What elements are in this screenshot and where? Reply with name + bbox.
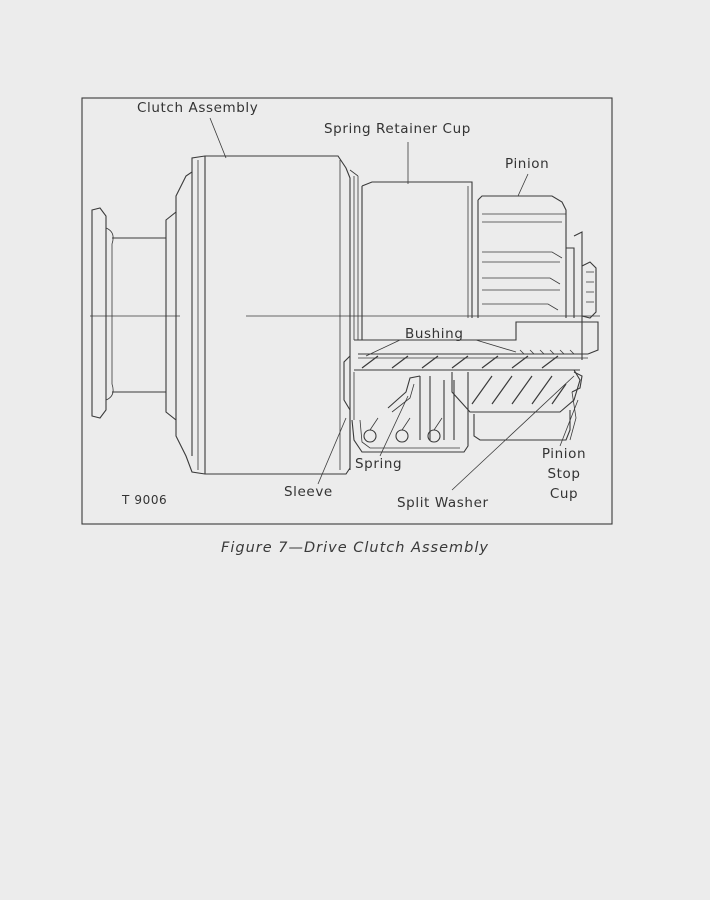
sleeve-wall [344, 356, 354, 470]
bushing-sleeve-section [354, 322, 598, 370]
label-clutch-assembly: Clutch Assembly [137, 100, 259, 116]
figure-caption: Figure 7—Drive Clutch Assembly [221, 540, 489, 556]
clutch-housing [166, 156, 358, 474]
label-spring: Spring [355, 456, 403, 472]
label-pinion-stop-cup-1: Pinion [541, 446, 587, 462]
shaft-flange [92, 208, 166, 418]
label-pinion-stop-cup-3: Cup [549, 486, 579, 502]
label-pinion: Pinion [505, 156, 550, 172]
label-sleeve: Sleeve [284, 484, 333, 500]
label-pinion-stop-cup-2: Stop [547, 466, 581, 482]
spring-coils [352, 372, 468, 452]
label-spring-retainer-cup: Spring Retainer Cup [324, 121, 471, 137]
pinion-gear [478, 196, 596, 360]
label-split-washer: Split Washer [397, 495, 489, 511]
label-bushing: Bushing [405, 326, 464, 342]
figure-code: T 9006 [122, 493, 168, 507]
